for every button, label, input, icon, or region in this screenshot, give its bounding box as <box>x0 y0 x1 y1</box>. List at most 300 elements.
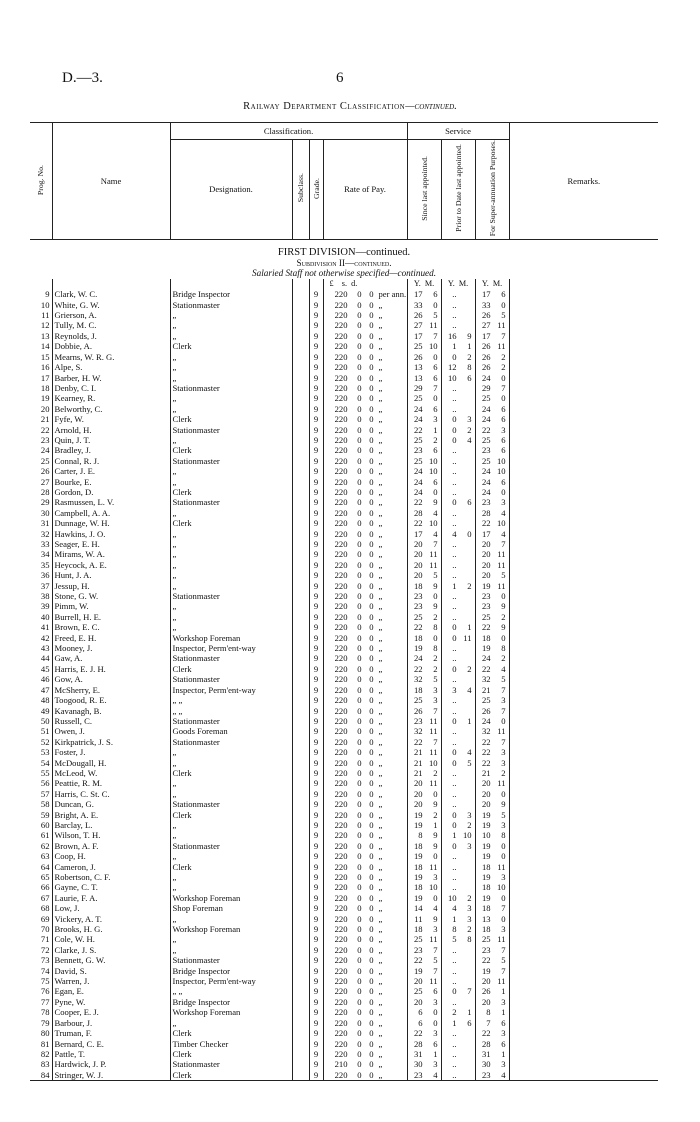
superannuation <box>475 383 509 393</box>
remarks <box>509 487 658 497</box>
prog-no: 61 <box>40 830 50 841</box>
pay-shillings: 0 <box>357 872 362 882</box>
since-appointed-months: 10 <box>428 341 438 352</box>
table-row <box>30 445 658 455</box>
prior-appointed-years: 1 <box>452 580 457 591</box>
remarks <box>509 560 658 570</box>
prior-appointed-months: 0 <box>467 528 472 539</box>
table-row <box>30 716 658 726</box>
superannuation-months: 0 <box>501 913 506 924</box>
pay-pounds: 220 <box>334 497 348 508</box>
prog-no: 50 <box>40 715 50 726</box>
pay-pounds: 220 <box>334 695 348 706</box>
rate-of-pay <box>323 862 407 872</box>
superannuation <box>475 820 509 830</box>
remarks <box>509 1039 658 1049</box>
rate-of-pay <box>323 601 407 611</box>
pay-shillings: 0 <box>357 549 362 560</box>
since-appointed-months: 0 <box>433 1017 438 1028</box>
prog-no: 73 <box>40 955 50 966</box>
table-row <box>30 810 658 820</box>
employee-name: Owen, J. <box>52 726 170 736</box>
prior-appointed-years: .. <box>452 965 457 976</box>
employee-name: Dobbie, A. <box>52 341 170 351</box>
prior-appointed <box>441 373 475 383</box>
prior-appointed-years: 10 <box>447 892 457 903</box>
subclass <box>292 518 309 528</box>
since-appointed-months: 3 <box>433 996 438 1007</box>
subclass <box>292 872 309 882</box>
superannuation-months: 0 <box>501 851 506 862</box>
pay-pounds: 220 <box>334 684 348 695</box>
since-appointed <box>407 653 441 663</box>
since-appointed-years: 13 <box>413 362 423 373</box>
superannuation <box>475 508 509 518</box>
superannuation-months: 6 <box>501 476 506 487</box>
designation: Clerk <box>170 810 292 820</box>
since-appointed <box>407 862 441 872</box>
employee-name: Foster, J. <box>52 747 170 757</box>
subclass <box>292 404 309 414</box>
pay-period: „ <box>378 643 383 654</box>
rate-of-pay <box>323 435 407 445</box>
pay-pence: 0 <box>369 539 374 549</box>
subclass <box>292 945 309 955</box>
remarks <box>509 945 658 955</box>
since-appointed <box>407 872 441 882</box>
remarks <box>509 653 658 663</box>
superannuation <box>475 581 509 591</box>
superannuation <box>475 373 509 383</box>
superannuation-months: 11 <box>497 861 506 872</box>
since-appointed-years: 25 <box>413 341 423 352</box>
prior-appointed-years: .. <box>452 559 457 570</box>
since-appointed-months: 3 <box>433 695 438 706</box>
superannuation-months: 7 <box>501 736 506 747</box>
pay-shillings: 0 <box>357 445 362 456</box>
prog-no: 59 <box>40 809 50 820</box>
prior-appointed <box>441 872 475 882</box>
remarks <box>509 851 658 861</box>
pay-pounds: 220 <box>334 996 348 1007</box>
pay-pounds: 220 <box>334 757 348 768</box>
prog-no: 58 <box>40 799 50 810</box>
superannuation-years: 22 <box>481 622 491 633</box>
since-appointed-months: 1 <box>433 819 438 830</box>
table-row <box>30 487 658 497</box>
rate-of-pay <box>323 934 407 944</box>
pay-shillings: 0 <box>357 372 362 383</box>
table-row <box>30 633 658 643</box>
employee-name: Wilson, T. H. <box>52 830 170 840</box>
superannuation-years: 19 <box>481 809 491 820</box>
prior-appointed <box>441 799 475 809</box>
pence-unit: d. <box>351 278 358 288</box>
prior-appointed <box>441 425 475 435</box>
remarks <box>509 591 658 601</box>
prog-no: 24 <box>40 445 50 456</box>
pay-pence: 0 <box>369 934 374 945</box>
superannuation-years: 20 <box>481 976 491 987</box>
pay-shillings: 0 <box>357 611 362 622</box>
pay-pounds: 220 <box>334 903 348 914</box>
grade: 9 <box>309 549 323 559</box>
designation: „ <box>170 612 292 622</box>
pay-pence: 0 <box>369 580 374 591</box>
prior-appointed-years: .. <box>452 1059 457 1070</box>
prior-appointed-years: .. <box>452 882 457 893</box>
remarks <box>509 872 658 882</box>
rate-of-pay <box>323 653 407 663</box>
prior-appointed-months: 2 <box>467 892 472 903</box>
table-row <box>30 539 658 549</box>
super-y-unit: Y. <box>481 278 489 288</box>
since-appointed-years: 32 <box>413 674 423 685</box>
subclass <box>292 1059 309 1069</box>
superannuation <box>475 872 509 882</box>
prior-appointed <box>441 778 475 788</box>
pay-shillings: 0 <box>357 434 362 445</box>
pay-period: „ <box>378 497 383 508</box>
since-appointed-years: 20 <box>413 996 423 1007</box>
remarks <box>509 497 658 507</box>
prior-appointed-years: 2 <box>452 1007 457 1018</box>
prog-no: 17 <box>40 372 50 383</box>
pay-pence: 0 <box>369 726 374 737</box>
superannuation-months: 5 <box>501 570 506 581</box>
subclass <box>292 799 309 809</box>
superannuation-years: 20 <box>481 788 491 799</box>
since-appointed-years: 19 <box>413 872 423 882</box>
grade: 9 <box>309 643 323 653</box>
pay-period: „ <box>378 622 383 633</box>
pay-pence: 0 <box>369 570 374 581</box>
pay-shillings: 0 <box>357 788 362 799</box>
pay-pounds: 220 <box>334 559 348 570</box>
pay-period: „ <box>378 601 383 612</box>
grade: 9 <box>309 706 323 716</box>
superannuation-months: 7 <box>501 330 506 341</box>
pay-shillings: 0 <box>357 809 362 820</box>
pay-pence: 0 <box>369 778 374 789</box>
prog-no: 28 <box>40 486 50 497</box>
remarks <box>509 914 658 924</box>
pay-period: „ <box>378 455 383 466</box>
pay-pounds: 220 <box>334 778 348 789</box>
table-row <box>30 1007 658 1017</box>
prior-appointed-months: 3 <box>467 913 472 924</box>
prior-appointed-months: 8 <box>467 934 472 945</box>
prior-appointed-years: .. <box>452 955 457 966</box>
pay-pounds: 220 <box>334 351 348 362</box>
grade: 9 <box>309 612 323 622</box>
superannuation <box>475 466 509 476</box>
prior-appointed-months: 2 <box>467 819 472 830</box>
table-row <box>30 1018 658 1028</box>
grade: 9 <box>309 653 323 663</box>
remarks <box>509 778 658 788</box>
employee-name: Mirams, W. A. <box>52 549 170 559</box>
pay-shillings: 0 <box>357 1028 362 1039</box>
pay-shillings: 0 <box>357 778 362 789</box>
table-row <box>30 310 658 320</box>
subclass-header: Subclass. <box>292 140 309 240</box>
since-appointed-months: 4 <box>433 528 438 539</box>
rate-of-pay <box>323 955 407 965</box>
prior-appointed <box>441 810 475 820</box>
superannuation-months: 3 <box>501 695 506 706</box>
pay-pence: 0 <box>369 497 374 508</box>
prior-appointed <box>441 1070 475 1081</box>
pay-shillings: 0 <box>357 799 362 810</box>
designation: „ <box>170 539 292 549</box>
prior-appointed-years: 16 <box>447 330 457 341</box>
superannuation <box>475 726 509 736</box>
employee-name: Brown, E. C. <box>52 622 170 632</box>
prog-no: 75 <box>40 976 50 987</box>
prior-appointed <box>441 986 475 996</box>
since-appointed <box>407 1059 441 1069</box>
prior-appointed-years: 0 <box>452 663 457 674</box>
since-appointed-months: 6 <box>433 1038 438 1049</box>
rate-of-pay <box>323 612 407 622</box>
pay-period: „ <box>378 1017 383 1028</box>
prior-appointed-years: 0 <box>452 424 457 435</box>
superannuation <box>475 622 509 632</box>
pay-pounds: 220 <box>334 674 348 685</box>
rate-of-pay <box>323 986 407 996</box>
pay-pounds: 220 <box>334 767 348 778</box>
grade: 9 <box>309 986 323 996</box>
designation: Stationmaster <box>170 300 292 310</box>
superannuation <box>475 497 509 507</box>
since-appointed-months: 9 <box>433 840 438 851</box>
designation: „ <box>170 601 292 611</box>
pay-pounds: 220 <box>334 653 348 664</box>
table-row <box>30 695 658 705</box>
table-row <box>30 456 658 466</box>
pay-pence: 0 <box>369 622 374 633</box>
pay-period: „ <box>378 382 383 393</box>
subclass <box>292 320 309 330</box>
superannuation-years: 19 <box>481 851 491 862</box>
pay-pence: 0 <box>369 591 374 602</box>
prior-appointed-years: .. <box>452 591 457 602</box>
prior-appointed <box>441 1039 475 1049</box>
designation: Inspector, Perm'ent-way <box>170 976 292 986</box>
pay-pence: 0 <box>369 643 374 654</box>
rate-of-pay <box>323 633 407 643</box>
employee-name: Mearns, W. R. G. <box>52 352 170 362</box>
grade: 9 <box>309 820 323 830</box>
subclass <box>292 581 309 591</box>
prior-header: Prior to Date last appointed. <box>441 140 475 240</box>
remarks <box>509 903 658 913</box>
table-row <box>30 393 658 403</box>
pay-pounds: 220 <box>334 1007 348 1018</box>
prior-appointed <box>441 706 475 716</box>
prior-appointed <box>441 945 475 955</box>
pay-period: „ <box>378 778 383 789</box>
prog-no: 29 <box>40 497 50 508</box>
remarks <box>509 737 658 747</box>
employee-name: Warren, J. <box>52 976 170 986</box>
pay-period: „ <box>378 830 383 841</box>
employee-name: Gayne, C. T. <box>52 882 170 892</box>
since-appointed <box>407 934 441 944</box>
prior-appointed-years: .. <box>452 1028 457 1039</box>
prior-appointed-years: .. <box>452 872 457 882</box>
prior-appointed <box>441 882 475 892</box>
remarks <box>509 601 658 611</box>
table-row <box>30 747 658 757</box>
designation: Stationmaster <box>170 591 292 601</box>
pay-pounds: 220 <box>334 289 348 300</box>
since-appointed-years: 24 <box>413 414 423 425</box>
grade: 9 <box>309 497 323 507</box>
subclass <box>292 591 309 601</box>
grade: 9 <box>309 393 323 403</box>
since-appointed-months: 10 <box>428 757 438 768</box>
pay-pence: 0 <box>369 1069 374 1080</box>
since-appointed <box>407 778 441 788</box>
pay-period: „ <box>378 466 383 477</box>
subclass <box>292 976 309 986</box>
employee-name: Quin, J. T. <box>52 435 170 445</box>
designation: „ <box>170 778 292 788</box>
pay-pence: 0 <box>369 892 374 903</box>
since-appointed-years: 29 <box>413 382 423 393</box>
remarks <box>509 300 658 310</box>
subclass <box>292 986 309 996</box>
subclass <box>292 706 309 716</box>
pay-pounds: 220 <box>334 570 348 581</box>
rate-of-pay <box>323 581 407 591</box>
since-appointed <box>407 716 441 726</box>
superannuation-months: 7 <box>501 903 506 914</box>
prog-no: 10 <box>40 299 50 310</box>
since-appointed-months: 0 <box>433 851 438 862</box>
superannuation-years: 25 <box>481 393 491 404</box>
pay-pence: 0 <box>369 872 374 882</box>
prog-no: 47 <box>40 684 50 695</box>
pay-period: „ <box>378 674 383 685</box>
since-appointed-years: 24 <box>413 653 423 664</box>
table-row <box>30 289 658 299</box>
pay-shillings: 0 <box>357 861 362 872</box>
pay-pence: 0 <box>369 330 374 341</box>
grade: 9 <box>309 716 323 726</box>
pay-pence: 0 <box>369 362 374 373</box>
superannuation <box>475 393 509 403</box>
pay-period: „ <box>378 976 383 987</box>
pay-period: „ <box>378 434 383 445</box>
prior-appointed <box>441 737 475 747</box>
remarks <box>509 976 658 986</box>
superannuation <box>475 706 509 716</box>
grade: 9 <box>309 289 323 299</box>
table-row <box>30 799 658 809</box>
pay-period: „ <box>378 539 383 549</box>
pay-period: „ <box>378 611 383 622</box>
pay-shillings: 0 <box>357 944 362 955</box>
employee-name: Fyfe, W. <box>52 414 170 424</box>
employee-name: Hardwick, J. P. <box>52 1059 170 1069</box>
superannuation-years: 18 <box>481 861 491 872</box>
prog-no: 57 <box>40 788 50 799</box>
remarks <box>509 789 658 799</box>
prior-appointed <box>441 1059 475 1069</box>
employee-name: Truman, F. <box>52 1028 170 1038</box>
prior-appointed <box>441 955 475 965</box>
table-row <box>30 601 658 611</box>
superannuation <box>475 404 509 414</box>
since-appointed-months: 7 <box>433 539 438 549</box>
superannuation <box>475 1018 509 1028</box>
since-appointed-years: 27 <box>413 320 423 331</box>
pay-period: „ <box>378 591 383 602</box>
rate-of-pay <box>323 518 407 528</box>
grade: 9 <box>309 487 323 497</box>
prior-appointed-years: 5 <box>452 934 457 945</box>
pay-pence: 0 <box>369 955 374 966</box>
pay-shillings: 0 <box>357 362 362 373</box>
superannuation-months: 0 <box>501 788 506 799</box>
table-row <box>30 882 658 892</box>
since-appointed-years: 23 <box>413 1069 423 1080</box>
prog-no: 67 <box>40 892 50 903</box>
page-number: 6 <box>336 70 344 86</box>
since-m-unit: M. <box>424 278 435 288</box>
table-row <box>30 560 658 570</box>
pay-shillings: 0 <box>357 976 362 987</box>
prior-appointed-months: 6 <box>467 1017 472 1028</box>
rate-of-pay <box>323 300 407 310</box>
prior-appointed-years: .. <box>452 778 457 789</box>
table-row <box>30 997 658 1007</box>
pay-pence: 0 <box>369 372 374 383</box>
superannuation <box>475 643 509 653</box>
remarks <box>509 726 658 736</box>
subclass <box>292 924 309 934</box>
since-appointed-months: 4 <box>433 507 438 518</box>
grade: 9 <box>309 1018 323 1028</box>
pay-pounds: 220 <box>334 736 348 747</box>
since-appointed-years: 24 <box>413 403 423 414</box>
since-appointed-years: 20 <box>413 976 423 987</box>
pay-period: „ <box>378 507 383 518</box>
grade: 9 <box>309 341 323 351</box>
subclass <box>292 737 309 747</box>
pound-unit: £ <box>329 278 334 288</box>
superannuation-years: 32 <box>481 674 491 685</box>
pay-pounds: 220 <box>334 393 348 404</box>
table-caption: Railway Department Classification—continued. <box>243 101 457 112</box>
super-header: For Super-annuation Purposes. <box>475 140 509 240</box>
since-appointed <box>407 1007 441 1017</box>
designation: Clerk <box>170 1028 292 1038</box>
since-appointed-years: 17 <box>413 528 423 539</box>
since-appointed <box>407 435 441 445</box>
table-row <box>30 591 658 601</box>
superannuation <box>475 570 509 580</box>
prior-appointed <box>441 456 475 466</box>
subclass <box>292 758 309 768</box>
prior-appointed <box>441 758 475 768</box>
superannuation-months: 2 <box>501 653 506 664</box>
pay-shillings: 0 <box>357 403 362 414</box>
grade: 9 <box>309 851 323 861</box>
